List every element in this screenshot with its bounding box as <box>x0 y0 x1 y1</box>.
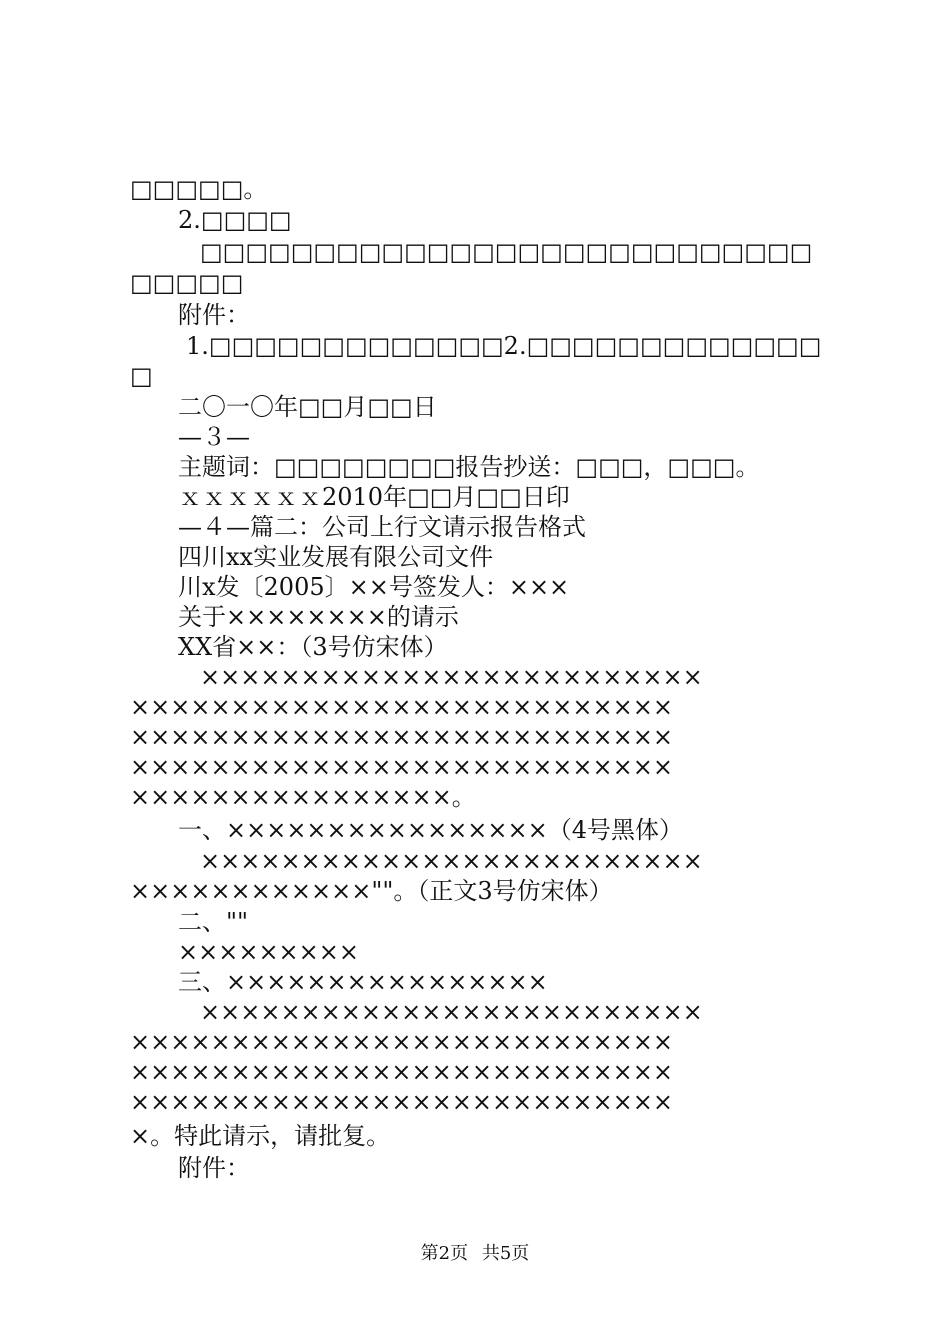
text-line: ××××××××××××××××××××××××× <box>200 663 703 691</box>
text-line: 附件： <box>178 1154 250 1182</box>
page-number: 第2页 <box>420 1243 469 1264</box>
text-line: 四川xx实业发展有限公司文件 <box>178 543 494 571</box>
text-line: ｘｘｘｘｘｘ2010年□□月□□日印 <box>178 483 570 511</box>
text-line: XX省××：（3号仿宋体） <box>178 633 448 661</box>
text-line: ××××××××××××××××××××××××××× <box>130 753 673 781</box>
text-line: 二、"" <box>178 908 249 936</box>
text-line: 附件： <box>178 301 250 329</box>
text-line: □□□□□□□□□□□□□□□□□□□□□□□□□□□ <box>200 238 813 266</box>
text-line: 川x发〔2005〕××号签发人：××× <box>178 573 570 601</box>
text-line: ××××××××××××××××××××××××××× <box>130 723 673 751</box>
text-line: —３— <box>178 423 250 451</box>
text-line: 一、××××××××××××××××（4号黑体） <box>178 816 684 844</box>
text-line: □ <box>130 362 153 390</box>
text-line: □□□□□。 <box>130 175 268 203</box>
text-line: ××××××××××××××××××××××××× <box>200 998 703 1026</box>
text-line: ××××××××××××××××××××××××××× <box>130 693 673 721</box>
text-line: ××××××××××××××××××××××××××× <box>130 1028 673 1056</box>
page-total: 共5页 <box>481 1243 530 1264</box>
text-line: ×。特此请示，请批复。 <box>130 1122 391 1150</box>
text-line: □□□□□ <box>130 269 244 297</box>
text-line: 二〇一〇年□□月□□日 <box>178 393 437 421</box>
text-line: ××××××××××××""。（正文3号仿宋体） <box>130 877 613 905</box>
text-line: 主题词：□□□□□□□□报告抄送：□□□，□□□。 <box>178 453 760 481</box>
text-line: ××××××××××××××××××××××××××× <box>130 1058 673 1086</box>
text-line: ××××××××× <box>178 938 359 966</box>
text-line: ××××××××××××××××××××××××× <box>200 847 703 875</box>
text-line: —４—篇二：公司上行文请示报告格式 <box>178 513 586 541</box>
text-line: 1.□□□□□□□□□□□□□2.□□□□□□□□□□□□□ <box>186 332 822 360</box>
text-line: ××××××××××××××××××××××××××× <box>130 1088 673 1116</box>
text-line: 2.□□□□ <box>178 206 292 234</box>
page-footer <box>0 1242 950 1266</box>
text-line: 三、×××××××××××××××× <box>178 968 548 996</box>
text-line: 关于××××××××的请示 <box>178 603 459 631</box>
text-line: ××××××××××××××××。 <box>130 783 476 811</box>
